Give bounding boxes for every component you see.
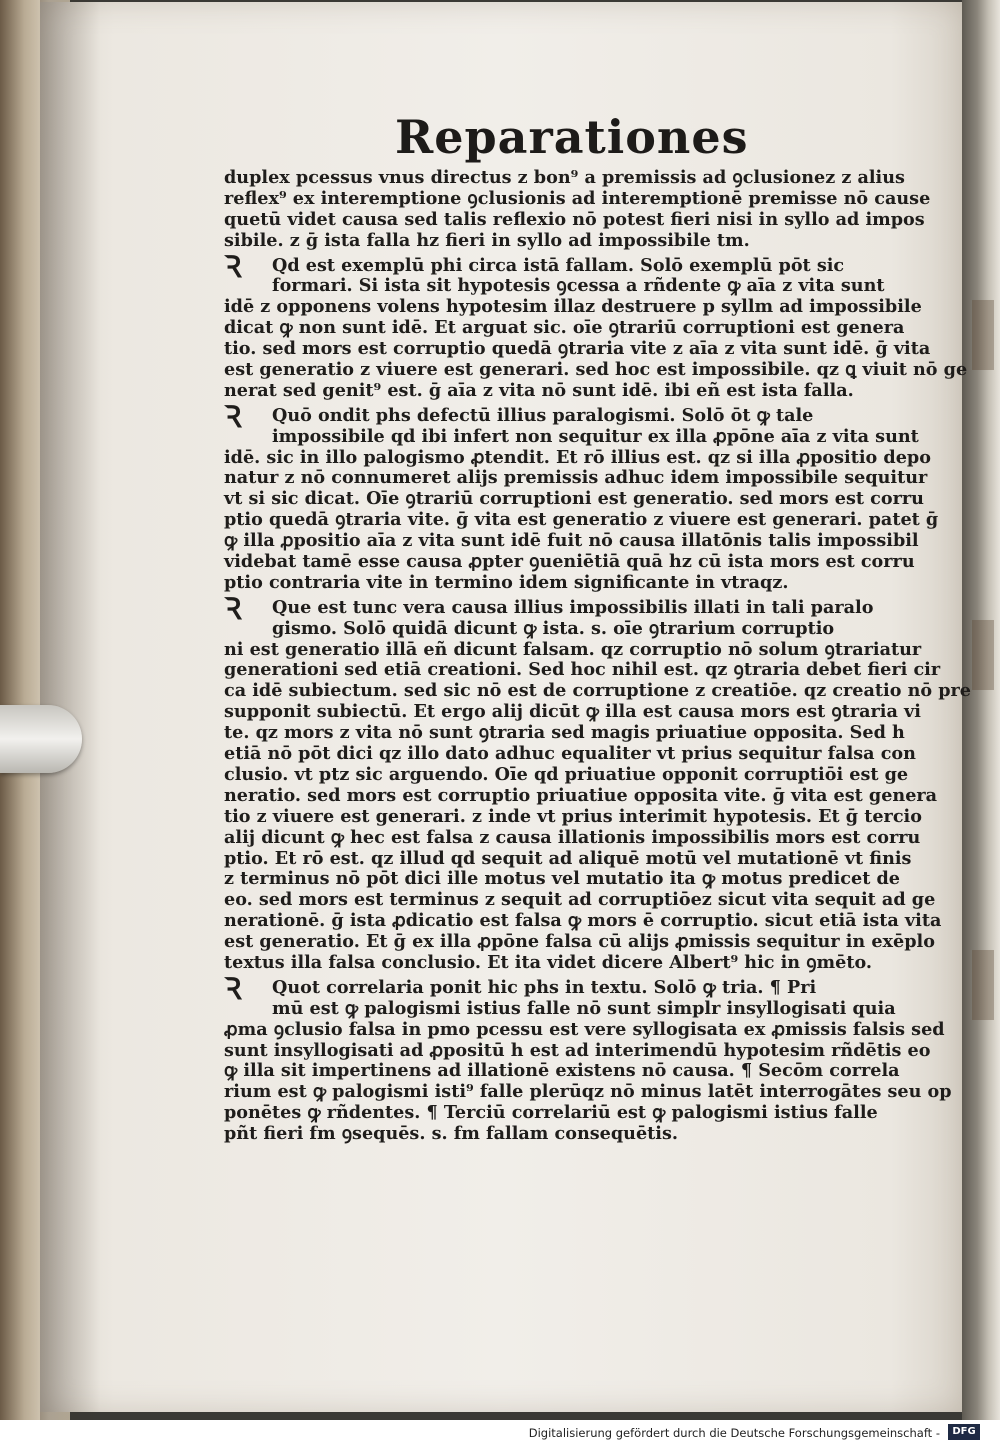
line-text: duplex pcessus vnus directus z bon⁹ a premissis ad ꝯclusionez z alius [224,167,905,188]
line-text: ptio. Et rō est. qz illud qd sequit ad aliquē motū vel mutationē vt finis [224,847,912,869]
text-line [224,399,864,435]
text-line [224,208,925,231]
text-line [224,1102,878,1124]
text-line [224,1081,952,1103]
text-line [224,425,919,448]
line-text: tio z viuere est generari. z inde vt prius interimit hypotesis. Et ḡ tercio [224,805,922,827]
text-line [224,1018,945,1041]
text-block [224,167,971,1145]
line-text: sunt insyllogisati ad ꝓpositū h est ad interimendū hypotesim rñdētis eo [224,1039,931,1061]
line-text: dicat ꝙ non sunt idē. Et arguat sic. oīe ꝯtrariū corruptioni est genera [224,317,905,339]
rubric-mark: Ꝛ [224,249,242,285]
text-line [224,619,864,640]
text-line [224,701,921,723]
line-text: mū est ꝙ palogismi istius falle nō sunt simplr insyllogisati quia [272,997,896,1019]
line-text: ca idē subiectum. sed sic nō est de corruptione z creatiōe. qz creatio nō pre [224,680,971,702]
text-line [224,187,931,210]
text-line [224,167,905,189]
text-line [224,910,942,932]
text-line [224,931,935,953]
line-text: tio. sed mors est corruptio quedā ꝯtraria vite z aīa z vita sunt idē. ḡ vita [224,338,931,360]
line-text: idē. sic in illo palogismo ꝓtendit. Et rō illius est. qz si illa ꝓpositio depo [224,446,931,468]
rubric-mark: Ꝛ [224,971,242,1007]
line-text: ꝓma ꝯclusio falsa in pmo pcessu est vere syllogisata ex ꝓmissis falsis sed [224,1018,945,1040]
line-text: ptio contraria vite in termino idem significante in vtraqz. [224,571,789,593]
text-line [224,951,873,974]
line-text: videbat tamē esse causa ꝓpter ꝯueniētiā quā hz cū ista mors est corru [224,551,915,573]
line-text: Que est tunc vera causa illius impossibilis illati in tali paralo [272,596,874,618]
text-line [224,231,864,252]
rubric-mark: Ꝛ [224,399,242,435]
text-line [224,1060,900,1082]
text-line [224,530,919,552]
line-text: sibile. z ḡ ista falla hz fieri in syllo ad impossibile tm. [224,229,750,251]
line-text: alij dicunt ꝙ hec est falsa z causa illationis impossibilis mors est corru [224,826,921,848]
text-line [224,763,909,786]
text-line [224,659,941,681]
dfg-logo: DFG [948,1424,980,1440]
text-line [224,338,931,360]
text-line [224,784,938,807]
line-text: ꝙ illa ꝓpositio aīa z vita sunt idē fuit nō causa illatōnis talis impossibil [224,530,919,552]
line-text: gismo. Solō quidā dicunt ꝙ ista. s. oīe ꝯtrarium corruptio [272,617,835,639]
bookmark-clip [0,705,82,773]
line-text: ptio quedā ꝯtraria vite. ḡ vita est generatio z viuere est generari. patet ḡ [224,509,939,531]
line-text: pñt fieri fm ꝯsequēs. s. fm fallam consequētis. [224,1123,678,1145]
line-text: ni est generatio illā eñ dicunt falsam. qz corruptio nō solum ꝯtrariatur [224,638,922,660]
text-line [224,296,922,318]
line-text: ponētes ꝙ rñdentes. ¶ Terciū correlariū est ꝙ palogismi istius falle [224,1102,878,1124]
text-line [224,868,900,890]
text-line [224,573,864,594]
text-line [224,805,922,828]
rubric-mark: Ꝛ [224,591,242,627]
text-line [224,551,915,573]
line-text: neratio. sed mors est corruptio priuatiue opposita vite. ḡ vita est genera [224,784,938,806]
line-text: quetū videt causa sed talis reflexio nō potest fieri nisi in syllo ad impos [224,208,925,230]
text-line [224,591,874,627]
text-line [224,971,864,1007]
line-text: z terminus nō pōt dici ille motus vel mutatio ita ꝙ motus predicet de [224,868,900,890]
line-text: Quot correlaria ponit hic phs in textu. Solō ꝙ tria. ¶ Pri [272,976,817,998]
line-text: etiā nō pōt dici qz illo dato adhuc equaliter vt prius sequitur falsa con [224,743,916,765]
footer-credit: Digitalisierung gefördert durch die Deutsche Forschungsgemeinschaft - [528,1426,940,1440]
facing-page-edge [962,0,1000,1420]
line-text: est generatio z viuere est generari. sed hoc est impossibile. qz ꝗ viuit nō ge [224,359,968,381]
line-text: generationi sed etiā creationi. Sed hoc nihil est. qz ꝯtraria debet fieri cir [224,659,941,681]
line-text: textus illa falsa conclusio. Et ita videt dicere Albert⁹ hic in ꝯmēto. [224,951,873,973]
line-text: nerationē. ḡ ista ꝓdicatio est falsa ꝙ mors ē corruptio. sicut etiā ista vita [224,910,942,932]
text-line [224,1039,931,1062]
line-text: rium est ꝙ palogismi isti⁹ falle plerūqz nō minus latēt interrogātes seu op [224,1081,952,1103]
line-text: idē z opponens volens hypotesim illaz destruere p syllm ad impossibile [224,296,922,318]
text-line [224,680,971,702]
text-line [224,359,968,381]
text-line [224,509,939,531]
text-line [224,467,928,489]
line-text: ꝙ illa sit impertinens ad illationē existens nō causa. ¶ Secōm correla [224,1060,900,1082]
text-line [224,1124,864,1145]
line-text: te. qz mors z vita nō sunt ꝯtraria sed magis priuatiue opposita. Sed h [224,722,905,744]
line-text: supponit subiectū. Et ergo alij dicūt ꝙ illa est causa mors est ꝯtraria vi [224,701,921,723]
line-text: vt si sic dicat. Oīe ꝯtrariū corruptioni est generatio. sed mors est corru [224,488,924,510]
text-line [224,722,905,744]
text-line [224,889,936,911]
page-heading: Reparationes [395,110,749,164]
line-text: Qd est exemplū phi circa istā fallam. Solō exemplū pōt sic [272,254,845,276]
line-text: eo. sed mors est terminus z sequit ad corruptiōez sicut vita sequit ad ge [224,889,936,911]
line-text: Quō ondit phs defectū illius paralogismi. Solō ōt ꝙ tale [272,404,814,426]
line-text: nerat sed genit⁹ est. ḡ aīa z vita nō sunt idē. ibi eñ est ista falla. [224,379,854,401]
line-text: est generatio. Et ḡ ex illa ꝓpōne falsa cū alijs ꝓmissis sequitur in exēplo [224,931,935,953]
text-line [224,275,885,297]
line-text: clusio. vt ptz sic arguendo. Oīe qd priuatiue opponit corruptiōi est ge [224,763,909,785]
text-line [224,997,896,1020]
text-line [224,743,916,765]
text-line [224,249,864,285]
line-text: natur z nō connumeret alijs premissis adhuc idem impossibile sequitur [224,467,928,489]
line-text: impossibile qd ibi infert non sequitur ex illa ꝓpōne aīa z vita sunt [272,425,919,447]
text-line [224,826,921,849]
footer-bar [0,1420,1000,1445]
text-line [224,488,924,510]
text-line [224,847,912,870]
text-line [224,446,931,469]
line-text: reflex⁹ ex interemptione ꝯclusionis ad interemptionē premisse nō cause [224,187,931,209]
text-line [224,638,922,661]
text-line [224,381,864,402]
line-text: formari. Si ista sit hypotesis ꝯcessa a rñdente ꝙ aīa z vita sunt [272,275,885,297]
text-line [224,317,905,339]
